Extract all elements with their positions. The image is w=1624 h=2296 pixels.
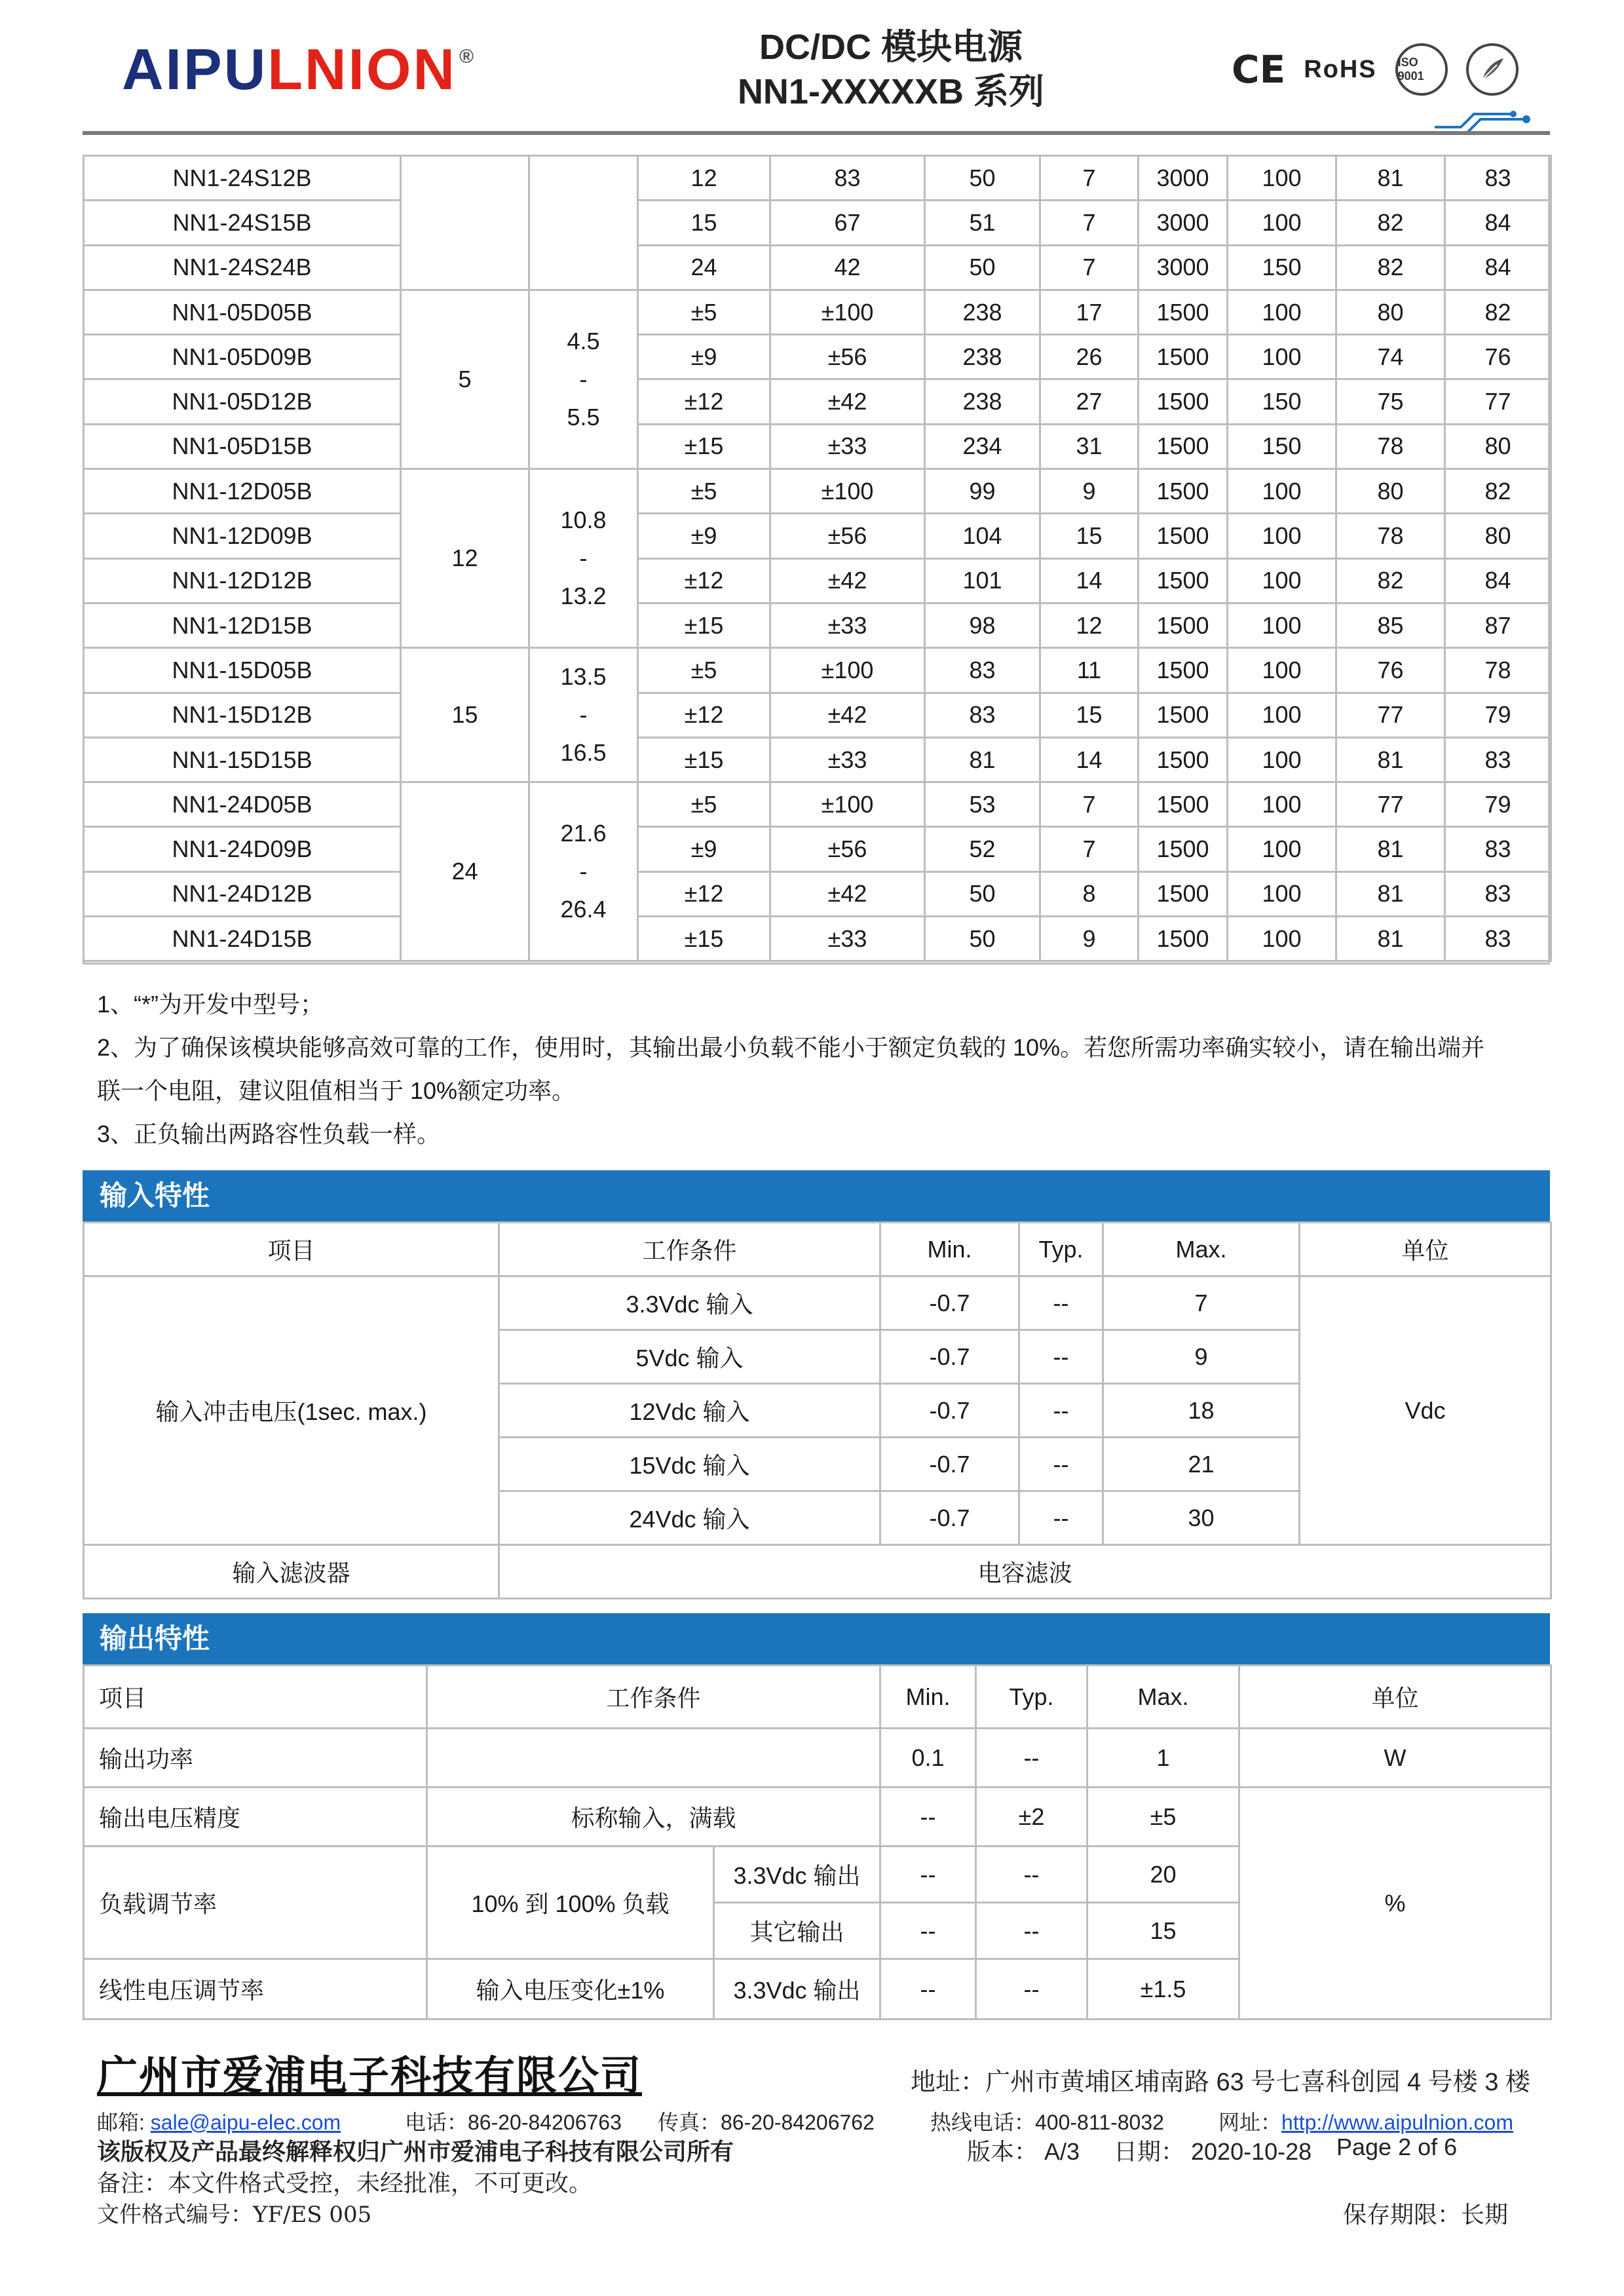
logo-text-blue: AIPU — [122, 37, 268, 102]
header-max: Max. — [1087, 1666, 1239, 1729]
vout-cell: ±9 — [638, 514, 770, 558]
eff-min-cell: 78 — [1336, 424, 1445, 469]
eff-typ-cell: 79 — [1445, 693, 1551, 737]
iso-cell: 1500 — [1139, 737, 1228, 782]
eff-min-cell: 74 — [1336, 335, 1445, 379]
surge-max: 18 — [1103, 1384, 1300, 1438]
inoload-cell: 15 — [1040, 693, 1139, 737]
header-max: Max. — [1103, 1223, 1300, 1276]
voltage-accuracy-min: -- — [880, 1788, 976, 1846]
vout-cell: ±12 — [638, 558, 770, 603]
model-number-cell: NN1-24D15B — [84, 917, 401, 961]
eff-min-cell: 82 — [1336, 245, 1445, 290]
iin-cell: 50 — [925, 917, 1040, 961]
inoload-cell: 17 — [1040, 290, 1139, 334]
footer-retention: 保存期限：长期 — [1343, 2201, 1509, 2228]
notes-block — [97, 983, 1551, 1156]
input-filter-value: 电容滤波 — [499, 1545, 1551, 1599]
note-2-continued: 联一个电阻，建议阻值相当于 10%额定功率。 — [97, 1077, 576, 1104]
output-table — [83, 1664, 1552, 2020]
load-regulation-subcondition: 其它输出 — [714, 1903, 880, 1959]
vout-cell: ±5 — [638, 469, 770, 514]
voltage-range-range-sep: - — [579, 701, 588, 729]
iout-cell: ±33 — [770, 737, 925, 782]
footer-address: 地址：广州市黄埔区埔南路 63 号七喜科创园 4 号楼 3 楼 — [911, 2069, 1530, 2096]
footer-email — [97, 2106, 341, 2136]
eff-typ-cell: 79 — [1445, 782, 1551, 827]
eff-typ-cell: 83 — [1445, 917, 1551, 961]
voltage-range-range-min: 10.8 — [560, 507, 607, 534]
iin-cell: 51 — [925, 201, 1040, 245]
inoload-cell: 11 — [1040, 648, 1139, 693]
vout-cell: ±15 — [638, 917, 770, 961]
header-item: 项目 — [84, 1223, 499, 1276]
vout-cell: ±15 — [638, 737, 770, 782]
eff-typ-cell: 82 — [1445, 469, 1551, 514]
eff-typ-cell: 83 — [1445, 737, 1551, 782]
inoload-cell: 14 — [1040, 737, 1139, 782]
eff-typ-cell: 80 — [1445, 424, 1551, 469]
inoload-cell: 14 — [1040, 558, 1139, 603]
inoload-cell: 15 — [1040, 514, 1139, 558]
vout-cell: ±5 — [638, 648, 770, 693]
vout-cell: ±12 — [638, 379, 770, 424]
voltage-range-range-min: 13.5 — [560, 663, 607, 691]
iso-cell: 1500 — [1139, 603, 1228, 647]
iso-cell: 1500 — [1139, 693, 1228, 737]
cap-cell: 100 — [1228, 603, 1336, 647]
iso-cell: 1500 — [1139, 424, 1228, 469]
certification-marks — [1232, 43, 1519, 96]
input-table — [83, 1221, 1552, 1599]
iin-cell: 99 — [925, 469, 1040, 514]
inoload-cell: 26 — [1040, 335, 1139, 379]
vout-cell: 12 — [638, 156, 770, 201]
eff-min-cell: 81 — [1336, 917, 1445, 961]
eff-min-cell: 81 — [1336, 156, 1445, 201]
iout-cell: ±42 — [770, 693, 925, 737]
eff-typ-cell: 87 — [1445, 603, 1551, 647]
surge-min: -0.7 — [880, 1438, 1019, 1491]
iin-cell: 238 — [925, 379, 1040, 424]
load-regulation-typ: -- — [976, 1846, 1087, 1903]
line-regulation-subcondition: 3.3Vdc 输出 — [714, 1959, 880, 2019]
model-number-cell: NN1-05D12B — [84, 379, 401, 424]
model-number-cell: NN1-12D05B — [84, 469, 401, 514]
iout-cell: ±42 — [770, 871, 925, 916]
header-typ: Typ. — [976, 1666, 1087, 1729]
model-number-cell: NN1-24D05B — [84, 782, 401, 827]
load-regulation-condition: 10% 到 100% 负载 — [427, 1846, 714, 1959]
iin-cell: 238 — [925, 290, 1040, 334]
eff-min-cell: 80 — [1336, 290, 1445, 334]
surge-typ: -- — [1019, 1276, 1103, 1330]
line-regulation-label: 线性电压调节率 — [84, 1959, 427, 2019]
surge-condition: 12Vdc 输入 — [499, 1384, 880, 1438]
surge-condition: 5Vdc 输入 — [499, 1330, 880, 1384]
iso-cell: 3000 — [1139, 245, 1228, 290]
iin-cell: 234 — [925, 424, 1040, 469]
surge-min: -0.7 — [880, 1384, 1019, 1438]
email-link[interactable]: sale@aipu-elec.com — [150, 2111, 341, 2134]
surge-max: 9 — [1103, 1330, 1300, 1384]
inoload-cell: 7 — [1040, 782, 1139, 827]
surge-condition: 24Vdc 输入 — [499, 1491, 880, 1545]
iout-cell: 67 — [770, 201, 925, 245]
model-number-cell: NN1-24D09B — [84, 827, 401, 871]
surge-min: -0.7 — [880, 1491, 1019, 1545]
eff-typ-cell: 84 — [1445, 201, 1551, 245]
eff-min-cell: 77 — [1336, 693, 1445, 737]
iout-cell: ±33 — [770, 424, 925, 469]
model-number-cell: NN1-05D05B — [84, 290, 401, 334]
iso-cell: 1500 — [1139, 514, 1228, 558]
surge-condition: 3.3Vdc 输入 — [499, 1276, 880, 1330]
header-min: Min. — [880, 1666, 976, 1729]
eff-typ-cell: 77 — [1445, 379, 1551, 424]
eff-min-cell: 78 — [1336, 514, 1445, 558]
voltage-range-range-max: 16.5 — [560, 739, 607, 767]
logo-text-red: LNION — [267, 37, 457, 102]
eff-min-cell: 80 — [1336, 469, 1445, 514]
model-table-frame — [83, 155, 1550, 965]
vout-cell: ±9 — [638, 335, 770, 379]
surge-unit: Vdc — [1300, 1276, 1551, 1545]
model-number-cell: NN1-12D15B — [84, 603, 401, 647]
cap-cell: 100 — [1228, 917, 1336, 961]
iout-cell: ±100 — [770, 469, 925, 514]
iso-seal-icon: ISO 9001 — [1395, 43, 1448, 96]
model-number-cell: NN1-24S12B — [84, 156, 401, 201]
eff-min-cell: 81 — [1336, 827, 1445, 871]
eff-min-cell: 76 — [1336, 648, 1445, 693]
inoload-cell: 7 — [1040, 245, 1139, 290]
iso-cell: 3000 — [1139, 156, 1228, 201]
iso-cell: 1500 — [1139, 782, 1228, 827]
iso-cell: 1500 — [1139, 469, 1228, 514]
load-regulation-label: 负载调节率 — [84, 1846, 427, 1959]
cap-cell: 100 — [1228, 469, 1336, 514]
footer-date: 日期： 2020-10-28 — [1114, 2138, 1312, 2165]
ce-mark-icon: CE — [1232, 47, 1286, 92]
iout-cell: ±42 — [770, 558, 925, 603]
voltage-range-range-max: 13.2 — [560, 583, 607, 610]
iin-cell: 104 — [925, 514, 1040, 558]
rohs-mark-icon: RoHS — [1304, 55, 1377, 83]
surge-typ: -- — [1019, 1330, 1103, 1384]
cap-cell: 100 — [1228, 693, 1336, 737]
model-number-cell: NN1-12D09B — [84, 514, 401, 558]
model-number-cell: NN1-05D09B — [84, 335, 401, 379]
iin-cell: 50 — [925, 245, 1040, 290]
iout-cell: ±42 — [770, 379, 925, 424]
vout-cell: 24 — [638, 245, 770, 290]
load-regulation-max: 20 — [1087, 1846, 1239, 1903]
cap-cell: 100 — [1228, 335, 1336, 379]
voltage-accuracy-max: ±5 — [1087, 1788, 1239, 1846]
model-number-cell: NN1-24D12B — [84, 871, 401, 916]
note-2: 2、为了确保该模块能够高效可靠的工作，使用时，其输出最小负载不能小于额定负载的 10%。若您所需功率确实较小，请在输出端并 — [97, 1034, 1485, 1061]
vout-cell: ±5 — [638, 782, 770, 827]
voltage-accuracy-condition: 标称输入，满载 — [427, 1788, 880, 1846]
eff-typ-cell: 76 — [1445, 335, 1551, 379]
model-number-cell: NN1-15D15B — [84, 737, 401, 782]
output-power-condition — [427, 1729, 880, 1788]
iso-cell: 1500 — [1139, 648, 1228, 693]
title-line-1: DC/DC 模块电源 — [759, 28, 1023, 67]
load-regulation-min: -- — [880, 1903, 976, 1959]
footer-format-number: 文件格式编号：YF/ES 005 — [97, 2202, 372, 2228]
environment-seal-icon — [1466, 43, 1519, 96]
model-number-cell: NN1-05D15B — [84, 424, 401, 469]
output-section-header: 输出特性 — [83, 1613, 1550, 1664]
cap-cell: 150 — [1228, 245, 1336, 290]
cap-cell: 100 — [1228, 156, 1336, 201]
footer-remark: 备注：本文件格式受控，未经批准，不可更改。 — [97, 2170, 593, 2196]
cap-cell: 100 — [1228, 871, 1336, 916]
header-condition: 工作条件 — [427, 1666, 880, 1729]
iout-cell: ±56 — [770, 335, 925, 379]
output-power-unit: W — [1239, 1729, 1551, 1788]
eff-typ-cell: 84 — [1445, 558, 1551, 603]
iin-cell: 52 — [925, 827, 1040, 871]
iin-cell: 53 — [925, 782, 1040, 827]
iin-cell: 81 — [925, 737, 1040, 782]
voltage-range-range-min: 4.5 — [567, 327, 600, 354]
company-logo — [122, 37, 476, 102]
surge-typ: -- — [1019, 1384, 1103, 1438]
eff-min-cell: 82 — [1336, 201, 1445, 245]
cap-cell: 150 — [1228, 379, 1336, 424]
model-number-cell: NN1-15D05B — [84, 648, 401, 693]
nominal-voltage-cell: 12 — [401, 469, 529, 648]
iso-cell: 1500 — [1139, 558, 1228, 603]
eff-typ-cell: 84 — [1445, 245, 1551, 290]
footer-website — [1218, 2106, 1513, 2136]
inoload-cell: 9 — [1040, 469, 1139, 514]
document-title — [708, 25, 1074, 114]
input-filter-label: 输入滤波器 — [84, 1545, 499, 1599]
iso-cell: 1500 — [1139, 290, 1228, 334]
registered-mark: ® — [459, 46, 476, 67]
surge-typ: -- — [1019, 1438, 1103, 1491]
iin-cell: 98 — [925, 603, 1040, 647]
iout-cell: ±56 — [770, 827, 925, 871]
percent-unit: % — [1239, 1788, 1551, 2019]
surge-max: 30 — [1103, 1491, 1300, 1545]
vout-cell: ±15 — [638, 424, 770, 469]
eff-typ-cell: 78 — [1445, 648, 1551, 693]
surge-max: 21 — [1103, 1438, 1300, 1491]
voltage-range-range-sep: - — [579, 858, 588, 885]
cap-cell: 100 — [1228, 648, 1336, 693]
inoload-cell: 12 — [1040, 603, 1139, 647]
iso-cell: 1500 — [1139, 827, 1228, 871]
header-typ: Typ. — [1019, 1223, 1103, 1276]
iout-cell: 83 — [770, 156, 925, 201]
output-power-min: 0.1 — [880, 1729, 976, 1788]
vout-cell: ±12 — [638, 693, 770, 737]
header-condition: 工作条件 — [499, 1223, 880, 1276]
model-number-cell: NN1-24S24B — [84, 245, 401, 290]
eff-typ-cell: 83 — [1445, 827, 1551, 871]
footer-company-name: 广州市爱浦电子科技有限公司 — [97, 2054, 643, 2099]
inoload-cell: 9 — [1040, 917, 1139, 961]
note-3: 3、正负输出两路容性负载一样。 — [97, 1120, 441, 1147]
website-link[interactable]: http://www.aipulnion.com — [1281, 2111, 1513, 2134]
header-min: Min. — [880, 1223, 1019, 1276]
vout-cell: ±15 — [638, 603, 770, 647]
inoload-cell: 7 — [1040, 827, 1139, 871]
model-number-cell: NN1-12D12B — [84, 558, 401, 603]
header-unit: 单位 — [1300, 1223, 1551, 1276]
eff-min-cell: 77 — [1336, 782, 1445, 827]
note-1: 1、“*”为开发中型号； — [97, 991, 324, 1018]
footer-page-number: Page 2 of 6 — [1336, 2133, 1458, 2160]
cap-cell: 150 — [1228, 424, 1336, 469]
load-regulation-min: -- — [880, 1846, 976, 1903]
inoload-cell: 8 — [1040, 871, 1139, 916]
cap-cell: 100 — [1228, 782, 1336, 827]
iin-cell: 50 — [925, 156, 1040, 201]
iso-cell: 1500 — [1139, 871, 1228, 916]
eff-min-cell: 75 — [1336, 379, 1445, 424]
eff-typ-cell: 83 — [1445, 871, 1551, 916]
eff-typ-cell: 80 — [1445, 514, 1551, 558]
line-regulation-condition: 输入电压变化±1% — [427, 1959, 714, 2019]
surge-max: 7 — [1103, 1276, 1300, 1330]
inoload-cell: 27 — [1040, 379, 1139, 424]
footer-fax: 传真：86-20-84206762 — [658, 2111, 875, 2134]
footer-version: 版本： A/3 — [967, 2138, 1080, 2165]
load-regulation-subcondition: 3.3Vdc 输出 — [714, 1846, 880, 1903]
iin-cell: 101 — [925, 558, 1040, 603]
vout-cell: ±9 — [638, 827, 770, 871]
title-line-2: NN1-XXXXXB 系列 — [737, 72, 1045, 111]
surge-typ: -- — [1019, 1491, 1103, 1545]
eff-min-cell: 82 — [1336, 558, 1445, 603]
footer-copyright: 该版权及产品最终解释权归广州市爱浦电子科技有限公司所有 — [97, 2138, 734, 2165]
email-label: 邮箱: — [97, 2111, 151, 2134]
load-regulation-typ: -- — [976, 1903, 1087, 1959]
eff-min-cell: 81 — [1336, 737, 1445, 782]
voltage-range-range-min: 21.6 — [560, 820, 607, 847]
iin-cell: 83 — [925, 648, 1040, 693]
iso-cell: 1500 — [1139, 917, 1228, 961]
iso-cell: 1500 — [1139, 335, 1228, 379]
footer-phone: 电话：86-20-84206763 — [405, 2111, 622, 2134]
surge-voltage-label: 输入冲击电压(1sec. max.) — [84, 1276, 499, 1545]
iin-cell: 50 — [925, 871, 1040, 916]
voltage-range-range-max: 5.5 — [567, 403, 600, 430]
output-power-max: 1 — [1087, 1729, 1239, 1788]
inoload-cell: 7 — [1040, 156, 1139, 201]
cap-cell: 100 — [1228, 737, 1336, 782]
input-section-header: 输入特性 — [83, 1170, 1550, 1221]
eff-typ-cell: 83 — [1445, 156, 1551, 201]
website-label: 网址： — [1218, 2111, 1282, 2134]
line-regulation-max: ±1.5 — [1087, 1959, 1239, 2019]
line-regulation-min: -- — [880, 1959, 976, 2019]
nominal-voltage-cell: 5 — [401, 290, 529, 469]
inoload-cell: 31 — [1040, 424, 1139, 469]
vout-cell: ±5 — [638, 290, 770, 334]
load-regulation-max: 15 — [1087, 1903, 1239, 1959]
iin-cell: 238 — [925, 335, 1040, 379]
surge-condition: 15Vdc 输入 — [499, 1438, 880, 1491]
voltage-accuracy-typ: ±2 — [976, 1788, 1087, 1846]
voltage-accuracy-label: 输出电压精度 — [84, 1788, 427, 1846]
model-number-cell: NN1-24S15B — [84, 201, 401, 245]
cap-cell: 100 — [1228, 201, 1336, 245]
header-divider — [83, 131, 1550, 135]
iout-cell: 42 — [770, 245, 925, 290]
voltage-range-range-sep: - — [579, 365, 588, 392]
line-regulation-typ: -- — [976, 1959, 1087, 2019]
vout-cell: ±12 — [638, 871, 770, 916]
surge-min: -0.7 — [880, 1330, 1019, 1384]
nominal-voltage-cell: 15 — [401, 648, 529, 782]
nominal-voltage-cell: 24 — [401, 782, 529, 961]
model-number-cell: NN1-15D12B — [84, 693, 401, 737]
eff-min-cell: 85 — [1336, 603, 1445, 647]
voltage-range-range-max: 26.4 — [560, 896, 607, 923]
iout-cell: ±56 — [770, 514, 925, 558]
header-unit: 单位 — [1239, 1666, 1551, 1729]
voltage-range-range-sep: - — [579, 545, 588, 572]
cap-cell: 100 — [1228, 290, 1336, 334]
iout-cell: ±33 — [770, 917, 925, 961]
iout-cell: ±100 — [770, 782, 925, 827]
iin-cell: 83 — [925, 693, 1040, 737]
cap-cell: 100 — [1228, 827, 1336, 871]
vout-cell: 15 — [638, 201, 770, 245]
output-power-label: 输出功率 — [84, 1729, 427, 1788]
header-item: 项目 — [84, 1666, 427, 1729]
iout-cell: ±100 — [770, 648, 925, 693]
footer-hotline: 热线电话：400-811-8032 — [930, 2111, 1164, 2134]
inoload-cell: 7 — [1040, 201, 1139, 245]
iout-cell: ±33 — [770, 603, 925, 647]
cap-cell: 100 — [1228, 558, 1336, 603]
iso-cell: 3000 — [1139, 201, 1228, 245]
surge-min: -0.7 — [880, 1276, 1019, 1330]
eff-min-cell: 81 — [1336, 871, 1445, 916]
eff-typ-cell: 82 — [1445, 290, 1551, 334]
iout-cell: ±100 — [770, 290, 925, 334]
iso-cell: 1500 — [1139, 379, 1228, 424]
cap-cell: 100 — [1228, 514, 1336, 558]
output-power-typ: -- — [976, 1729, 1087, 1788]
